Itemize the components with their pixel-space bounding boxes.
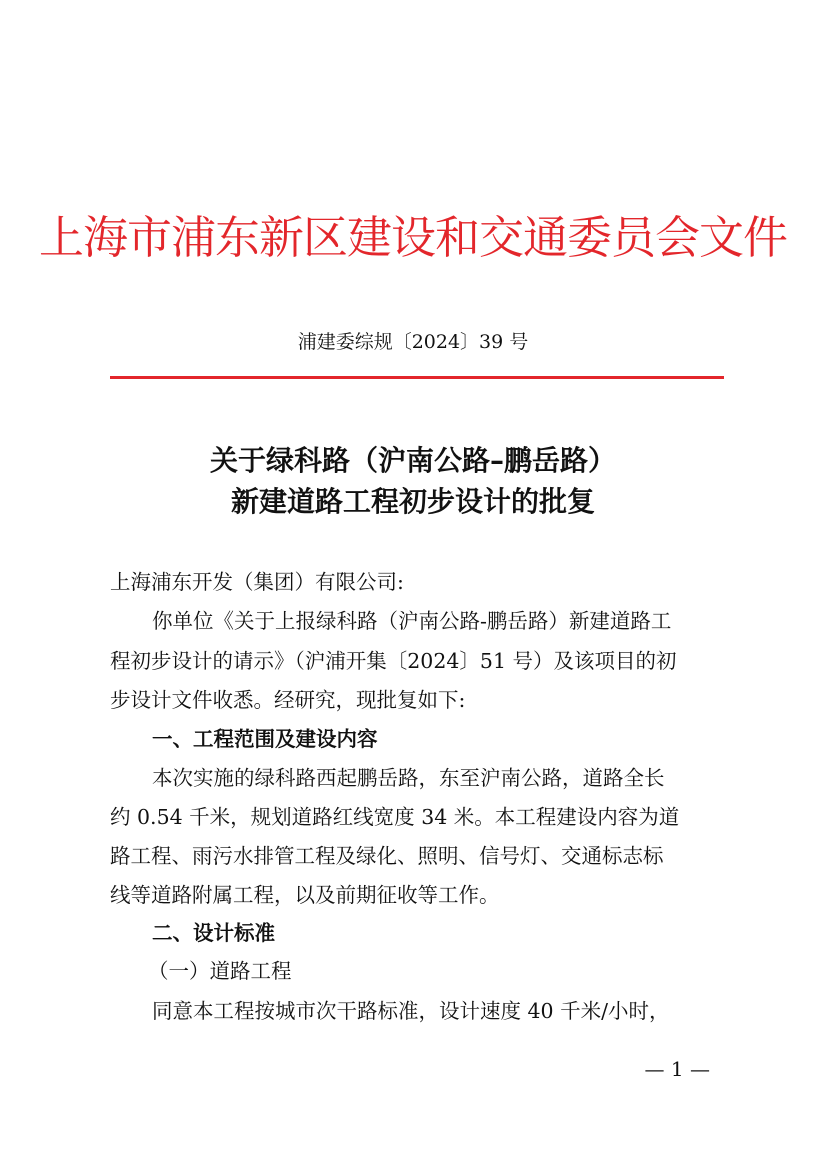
paragraph-3-line-1: 同意本工程按城市次干路标准，设计速度 40 千米/小时，	[152, 999, 670, 1023]
red-divider-line	[110, 376, 724, 379]
paragraph-2-line-1: 本次实施的绿科路西起鹏岳路，东至沪南公路，道路全长	[152, 766, 665, 790]
issuing-authority-header: 上海市浦东新区建设和交通委员会文件	[38, 211, 787, 264]
document-title-line-2: 新建道路工程初步设计的批复	[230, 485, 595, 518]
paragraph-2-line-2: 约 0.54 千米，规划道路红线宽度 34 米。本工程建设内容为道	[110, 805, 680, 829]
document-title-line-1: 关于绿科路（沪南公路–鹏岳路）	[209, 444, 616, 477]
section-heading-2: 二、设计标准	[152, 921, 275, 945]
paragraph-2-line-3: 路工程、雨污水排管工程及绿化、照明、信号灯、交通标志标	[110, 844, 664, 868]
paragraph-1-line-1: 你单位《关于上报绿科路（沪南公路-鹏岳路）新建道路工	[152, 609, 672, 633]
page-number-footer	[0, 1054, 826, 1084]
subsection-heading-1: （一）道路工程	[148, 959, 292, 983]
document-number: 浦建委综规〔2024〕39 号	[297, 331, 529, 353]
page-number: — 1 —	[644, 1057, 710, 1081]
recipient-line: 上海浦东开发（集团）有限公司:	[110, 570, 404, 594]
paragraph-1-line-2: 程初步设计的请示》（沪浦开集〔2024〕51 号）及该项目的初	[110, 649, 677, 673]
section-heading-1: 一、工程范围及建设内容	[152, 727, 378, 751]
paragraph-2-line-4: 线等道路附属工程，以及前期征收等工作。	[110, 883, 500, 907]
paragraph-1-line-3: 步设计文件收悉。经研究，现批复如下:	[110, 688, 466, 712]
